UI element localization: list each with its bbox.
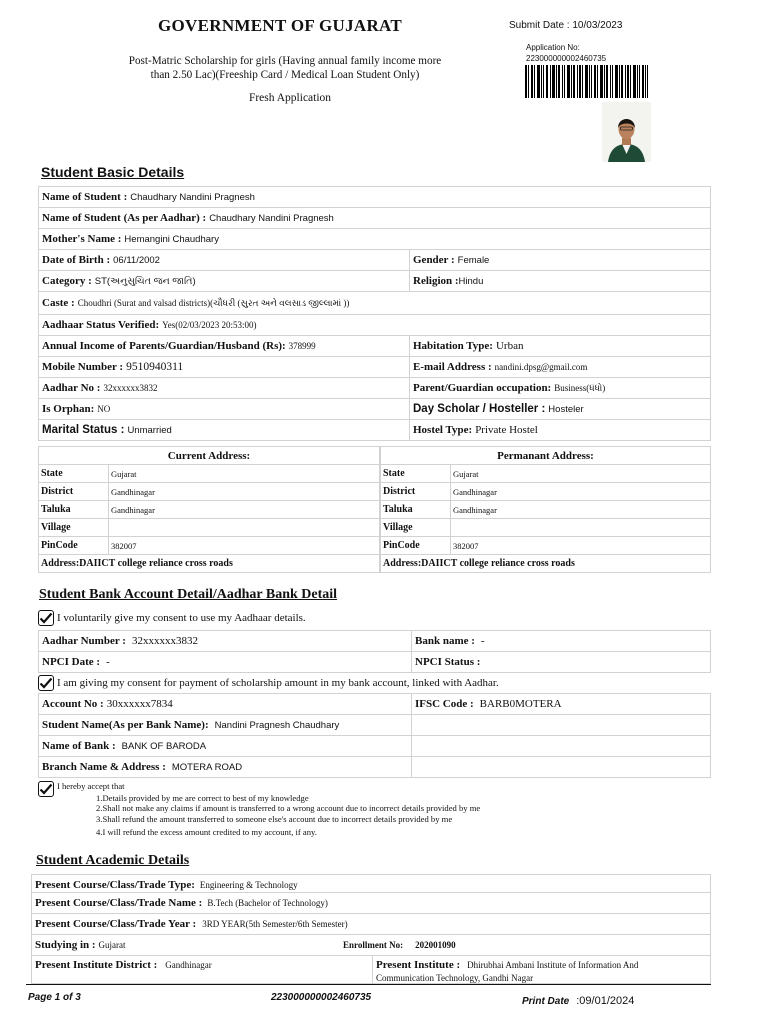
- value-account-no: 30xxxxxx7834: [106, 698, 173, 710]
- permanent-address-title: Permanant Address:: [381, 447, 711, 465]
- value-enrollment: 202001090: [415, 940, 456, 950]
- application-no-value: 223000000002460735: [526, 54, 607, 63]
- permanent-taluka-label: Taluka: [381, 501, 451, 519]
- value-institute-line1: Dhirubhai Ambani Institute of Information And: [467, 960, 639, 970]
- value-bank-of: BANK OF BARODA: [121, 740, 207, 752]
- row-mother-name: [38, 228, 711, 250]
- row-student-name: [38, 186, 711, 208]
- value-aadhar-no: 32xxxxxx3832: [103, 383, 158, 393]
- label-course-type: Present Course/Class/Trade Type:: [35, 879, 195, 891]
- barcode: [525, 65, 648, 98]
- permanent-pincode-value: 382007: [451, 537, 711, 555]
- value-course-year: 3RD YEAR(5th Semester/6th Semester): [202, 919, 348, 929]
- permanent-state-label: State: [381, 465, 451, 483]
- footer-print-value: :09/01/2024: [576, 995, 635, 1007]
- label-marital: Marital Status :: [42, 424, 125, 436]
- declaration-list: [96, 793, 480, 838]
- declaration-item: 2.Shall not make any claims if amount is transferred to a wrong account due to incorrect details provided by me: [96, 803, 481, 814]
- current-address-table: [38, 446, 380, 573]
- value-institute-line2: Communication Technology, Gandhi Nagar: [376, 973, 534, 983]
- label-institute: Present Institute :: [376, 959, 461, 971]
- value-npci-date: -: [106, 656, 110, 668]
- label-course-name: Present Course/Class/Trade Name :: [35, 897, 203, 909]
- row-marital-hostel: [38, 419, 711, 441]
- value-institute-district: Gandhinagar: [165, 960, 212, 970]
- value-dob: 06/11/2002: [113, 254, 160, 266]
- footer-print-date: [522, 991, 634, 1009]
- current-district-value: Gandhinagar: [109, 483, 380, 501]
- permanent-taluka-value: Gandhinagar: [451, 501, 711, 519]
- permanent-village-value: [451, 519, 711, 537]
- label-institute-district: Present Institute District :: [35, 959, 158, 971]
- application-no-label: Application No:: [526, 43, 580, 52]
- label-dob: Date of Birth :: [42, 254, 111, 266]
- row-category-religion: [38, 270, 711, 292]
- section-title-bank: Student Bank Account Detail/Aadhar Bank Detail: [39, 587, 338, 602]
- label-account-no: Account No :: [42, 698, 104, 710]
- label-aadhaar-status: Aadhaar Status Verified:: [42, 319, 160, 331]
- consent-aadhaar-text: I voluntarily give my consent to use my Aadhaar details.: [57, 612, 306, 624]
- current-address-line: Address:DAIICT college reliance cross roads: [39, 555, 380, 573]
- label-religion: Religion :: [413, 275, 459, 287]
- current-village-label: Village: [39, 519, 109, 537]
- row-studying: [31, 934, 711, 956]
- value-scholar: Hosteler: [548, 403, 584, 415]
- value-caste: Choudhri (Surat and valsad districts)(ચૌધરી (સુરત અને વલસાડ જીલ્લામાં )): [77, 297, 350, 308]
- permanent-address-line: Address:DAIICT college reliance cross roads: [381, 555, 711, 573]
- value-habitation: Urban: [495, 340, 524, 352]
- value-mother-name: Hemangini Chaudhary: [124, 233, 219, 245]
- value-course-type: Engineering & Technology: [199, 880, 298, 890]
- value-occupation: Business(ધંધો): [554, 382, 606, 393]
- value-religion: Hindu: [458, 275, 484, 287]
- value-ifsc: BARB0MOTERA: [479, 698, 562, 710]
- row-branch: [38, 756, 711, 778]
- label-caste: Caste :: [42, 297, 75, 309]
- value-category: ST(અનુસુચિત જન જાતિ): [94, 275, 196, 287]
- row-holder: [38, 714, 711, 736]
- row-account-ifsc: [38, 693, 711, 715]
- label-scholar: Day Scholar / Hosteller :: [413, 403, 546, 415]
- label-aadhar-number: Aadhar Number :: [42, 635, 126, 647]
- current-pincode-label: PinCode: [39, 537, 109, 555]
- checkmark-icon: [39, 612, 53, 624]
- checkmark-icon: [39, 783, 53, 795]
- label-email: E-mail Address :: [413, 361, 492, 373]
- label-npci-status: NPCI Status :: [415, 656, 481, 668]
- permanent-pincode-label: PinCode: [381, 537, 451, 555]
- label-studying: Studying in :: [35, 939, 96, 951]
- label-bank-name: Bank name :: [415, 635, 475, 647]
- row-npci: [38, 651, 711, 673]
- value-mobile: 9510940311: [126, 361, 184, 373]
- row-mobile-email: [38, 356, 711, 378]
- consent-payment-text: I am giving my consent for payment of scholarship amount in my bank account, linked with Aadhar.: [57, 677, 499, 689]
- current-state-label: State: [39, 465, 109, 483]
- label-bank-of: Name of Bank :: [42, 740, 116, 752]
- row-dob-gender: [38, 249, 711, 271]
- declaration-accept: I hereby accept that: [57, 781, 125, 791]
- permanent-district-label: District: [381, 483, 451, 501]
- checkmark-icon: [39, 677, 53, 689]
- label-income: Annual Income of Parents/Guardian/Husband (Rs):: [42, 340, 286, 352]
- value-holder: Nandini Pragnesh Chaudhary: [214, 719, 340, 731]
- consent-aadhaar-checkbox[interactable]: [38, 610, 54, 626]
- declaration-item: 4.I will refund the excess amount credited to my account, if any.: [96, 827, 317, 838]
- row-aadhaar-status: [38, 314, 711, 336]
- value-orphan: NO: [97, 404, 111, 414]
- current-taluka-label: Taluka: [39, 501, 109, 519]
- value-gender: Female: [457, 254, 490, 266]
- row-caste: [38, 291, 711, 315]
- value-aadhar-name: Chaudhary Nandini Pragnesh: [209, 212, 334, 224]
- declaration-checkbox[interactable]: [38, 781, 54, 797]
- label-npci-date: NPCI Date :: [42, 656, 101, 668]
- declaration-item: 3.Shall refund the amount transferred to someone else's account due to incorrect details provided by me: [96, 813, 453, 824]
- footer-print-label: Print Date: [522, 996, 570, 1007]
- label-gender: Gender :: [413, 254, 455, 266]
- submit-date: [509, 20, 622, 31]
- consent-aadhaar: [38, 610, 306, 626]
- application-type: Fresh Application: [248, 92, 332, 104]
- value-branch: MOTERA ROAD: [171, 761, 243, 773]
- value-student-name: Chaudhary Nandini Pragnesh: [130, 191, 255, 203]
- label-occupation: Parent/Guardian occupation:: [413, 382, 552, 394]
- permanent-state-value: Gujarat: [451, 465, 711, 483]
- current-pincode-value: 382007: [109, 537, 380, 555]
- permanent-address-table: [380, 446, 711, 573]
- government-title: GOVERNMENT OF GUJARAT: [158, 16, 402, 35]
- value-hostel: Private Hostel: [475, 424, 538, 436]
- value-aadhar-number: 32xxxxxx3832: [131, 635, 198, 647]
- label-branch: Branch Name & Address :: [42, 761, 166, 773]
- row-aadhar-bankname: [38, 630, 711, 652]
- label-mother-name: Mother's Name :: [42, 233, 122, 245]
- section-title-academic: Student Academic Details: [36, 853, 190, 868]
- permanent-village-label: Village: [381, 519, 451, 537]
- label-holder: Student Name(As per Bank Name):: [42, 719, 209, 731]
- label-student-name: Name of Student :: [42, 191, 128, 203]
- declaration-item: 1.Details provided by me are correct to best of my knowledge: [96, 793, 309, 803]
- value-studying: Gujarat: [98, 940, 126, 950]
- row-course-year: [31, 913, 711, 935]
- value-marital: Unmarried: [127, 424, 172, 436]
- label-enrollment: Enrollment No:: [343, 940, 404, 950]
- label-course-year: Present Course/Class/Trade Year :: [35, 918, 197, 930]
- current-taluka-value: Gandhinagar: [109, 501, 380, 519]
- value-income: 378999: [288, 341, 316, 351]
- row-institute: [31, 955, 711, 984]
- submit-date-label: Submit Date :: [509, 20, 570, 31]
- label-aadhar-name: Name of Student (As per Aadhar) :: [42, 212, 207, 224]
- permanent-district-value: Gandhinagar: [451, 483, 711, 501]
- current-address-title: Current Address:: [39, 447, 380, 465]
- row-bank-of: [38, 735, 711, 757]
- label-aadhar-no: Aadhar No :: [42, 382, 101, 394]
- row-income-habitation: [38, 335, 711, 357]
- label-hostel: Hostel Type:: [413, 424, 473, 436]
- footer-divider: [26, 984, 711, 985]
- row-aadhar-name: [38, 207, 711, 229]
- footer-page: Page 1 of 3: [28, 992, 81, 1003]
- row-course-name: [31, 892, 711, 914]
- label-habitation: Habitation Type:: [413, 340, 493, 352]
- scheme-line-1: Post-Matric Scholarship for girls (Having annual family income more: [128, 55, 442, 67]
- consent-payment: [38, 675, 499, 691]
- current-district-label: District: [39, 483, 109, 501]
- label-orphan: Is Orphan:: [42, 403, 95, 415]
- value-bank-name: -: [480, 635, 485, 647]
- consent-payment-checkbox[interactable]: [38, 675, 54, 691]
- footer-app-no: 223000000002460735: [271, 992, 372, 1003]
- submit-date-value: 10/03/2023: [572, 20, 623, 31]
- value-course-name: B.Tech (Bachelor of Technology): [207, 898, 328, 908]
- section-title-basic: Student Basic Details: [41, 164, 185, 180]
- current-village-value: [109, 519, 380, 537]
- value-email: nandini.dpsg@gmail.com: [494, 362, 588, 372]
- label-ifsc: IFSC Code :: [415, 698, 474, 710]
- student-photo: [602, 102, 651, 162]
- current-state-value: Gujarat: [109, 465, 380, 483]
- row-orphan-scholar: [38, 398, 711, 420]
- scheme-description: [80, 54, 490, 82]
- row-aadhar-occupation: [38, 377, 711, 399]
- label-mobile: Mobile Number :: [42, 361, 124, 373]
- label-category: Category :: [42, 275, 92, 287]
- scheme-line-2: than 2.50 Lac)(Freeship Card / Medical Loan Student Only): [150, 69, 420, 81]
- value-aadhaar-status: Yes(02/03/2023 20:53:00): [162, 320, 257, 330]
